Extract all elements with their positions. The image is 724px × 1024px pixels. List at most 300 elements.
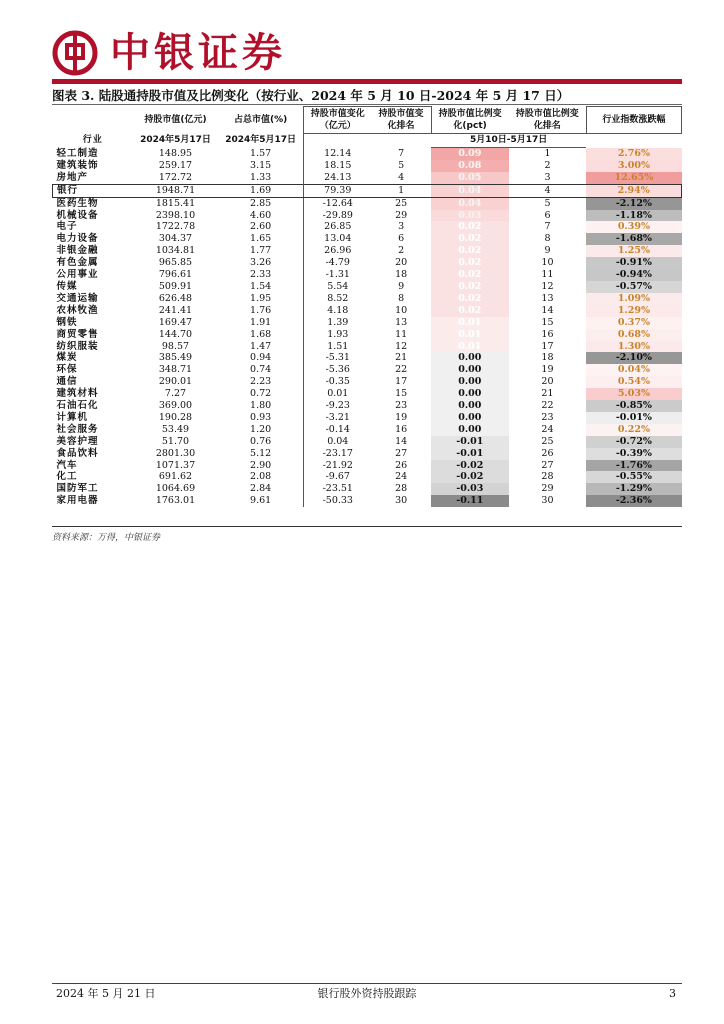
cell-ratio_rank: 4 (509, 184, 587, 197)
cell-idx: -0.85% (586, 400, 681, 412)
report-header (52, 28, 682, 82)
cell-ratio: -0.01 (431, 436, 509, 448)
cell-share: 0.76 (250, 435, 272, 447)
cell-chg_rank: 18 (395, 269, 408, 281)
cell-chg: 1.51 (304, 341, 372, 353)
bank-of-china-logo-icon (52, 30, 98, 76)
cell-idx: -0.39% (586, 448, 681, 460)
cell-ratio: 0.00 (431, 388, 509, 400)
cell-industry: 建筑材料 (56, 388, 99, 400)
col-header-chg-rank-line2: 化排名 (387, 121, 415, 131)
cell-chg: 79.39 (304, 184, 372, 197)
table-row (53, 245, 682, 257)
cell-chg_rank: 4 (398, 171, 405, 183)
cell-ratio_rank: 29 (541, 483, 554, 495)
table-row (53, 424, 682, 436)
footer-divider (52, 983, 682, 984)
cell-chg_rank: 12 (395, 340, 408, 352)
title-divider (52, 104, 682, 105)
cell-chg: 13.04 (304, 233, 372, 245)
cell-chg: -1.31 (304, 269, 372, 281)
cell-chg_rank: 5 (398, 159, 405, 171)
table-row (53, 148, 682, 160)
table-row (53, 400, 682, 412)
cell-mv: 796.61 (158, 269, 193, 281)
cell-share: 2.90 (250, 459, 272, 471)
table-row (53, 305, 682, 317)
cell-mv: 290.01 (158, 376, 193, 388)
cell-ratio_rank: 10 (541, 257, 554, 269)
cell-share: 1.95 (250, 292, 272, 304)
cell-chg_rank: 2 (398, 245, 405, 257)
cell-ratio_rank: 16 (541, 328, 554, 340)
cell-share: 1.57 (250, 147, 272, 159)
cell-idx: -0.55% (586, 471, 681, 483)
cell-mv: 1722.78 (155, 221, 196, 233)
col-header-chg-rank (371, 107, 431, 134)
cell-idx: -0.72% (586, 436, 681, 448)
table-row (53, 293, 682, 305)
col-header-chg-line2: （亿元） (319, 121, 356, 131)
cell-ratio: 0.00 (431, 424, 509, 436)
cell-share: 1.33 (250, 171, 272, 183)
table-row (53, 172, 682, 184)
cell-chg_rank: 28 (395, 483, 408, 495)
cell-idx: 1.30% (586, 341, 681, 353)
col-header-index: 行业指数涨跌幅 (586, 107, 681, 134)
cell-chg: 26.85 (304, 221, 372, 233)
cell-ratio: 0.00 (431, 412, 509, 424)
col-header-ratio-rank-line1: 持股市值比例变 (515, 108, 579, 119)
cell-industry: 煤炭 (56, 352, 78, 364)
cell-share: 1.47 (250, 340, 272, 352)
cell-ratio: 0.02 (431, 269, 509, 281)
cell-share: 3.26 (250, 257, 272, 269)
cell-share: 1.76 (250, 304, 272, 316)
cell-chg: 26.96 (304, 245, 372, 257)
cell-chg_rank: 30 (395, 495, 408, 507)
cell-chg: -29.89 (304, 210, 372, 222)
cell-industry: 纺织服装 (56, 340, 99, 352)
cell-ratio: 0.04 (431, 184, 509, 197)
cell-idx: 1.29% (586, 305, 681, 317)
cell-ratio: 0.02 (431, 233, 509, 245)
cell-chg: -5.31 (304, 352, 372, 364)
cell-idx: -1.68% (586, 233, 681, 245)
cell-mv: 304.37 (158, 233, 193, 245)
cell-idx: -0.01% (586, 412, 681, 424)
cell-share: 2.85 (250, 197, 272, 209)
cell-ratio: -0.01 (431, 448, 509, 460)
cell-chg: 0.01 (304, 388, 372, 400)
cell-share: 0.93 (250, 411, 272, 423)
cell-ratio: 0.09 (431, 148, 509, 160)
subheader-blank3 (304, 134, 372, 148)
cell-ratio: 0.03 (431, 210, 509, 222)
cell-idx: -0.91% (586, 257, 681, 269)
cell-chg_rank: 6 (398, 233, 405, 245)
cell-industry: 国防军工 (56, 483, 99, 495)
table-row (53, 471, 682, 483)
cell-chg: 18.15 (304, 160, 372, 172)
cell-industry: 机械设备 (56, 209, 99, 221)
cell-chg: 12.14 (304, 148, 372, 160)
table-row (53, 460, 682, 472)
cell-ratio: -0.02 (431, 471, 509, 483)
table-row (53, 364, 682, 376)
cell-chg_rank: 29 (395, 209, 408, 221)
cell-ratio: -0.03 (431, 483, 509, 495)
cell-chg: -0.35 (304, 376, 372, 388)
cell-ratio_rank: 11 (541, 269, 554, 281)
cell-share: 1.65 (250, 233, 272, 245)
table-row (53, 412, 682, 424)
cell-ratio_rank: 20 (541, 376, 554, 388)
cell-chg_rank: 15 (395, 388, 408, 400)
cell-chg_rank: 26 (395, 459, 408, 471)
figure-title: 图表 3. 陆股通持股市值及比例变化（按行业、2024 年 5 月 10 日-2024 年 5 月 17 日） (52, 88, 570, 103)
cell-share: 2.08 (250, 471, 272, 483)
col-header-chg-line1: 持股市值变化 (310, 109, 365, 119)
cell-chg: 1.93 (304, 329, 372, 341)
cell-chg_rank: 13 (395, 316, 408, 328)
page-footer (52, 986, 682, 1002)
cell-chg: -21.92 (304, 460, 372, 472)
cell-chg_rank: 22 (395, 364, 408, 376)
subheader-period: 5月10日-5月17日 (431, 134, 586, 148)
cell-chg: -5.36 (304, 364, 372, 376)
cell-chg_rank: 7 (398, 147, 405, 159)
cell-mv: 169.47 (158, 316, 193, 328)
cell-mv: 241.41 (158, 304, 193, 316)
cell-share: 1.54 (250, 280, 272, 292)
cell-ratio_rank: 28 (541, 471, 554, 483)
cell-idx: 12.65% (586, 172, 681, 184)
cell-industry: 电子 (56, 221, 78, 233)
cell-mv: 2801.30 (155, 447, 196, 459)
cell-chg: 0.04 (304, 436, 372, 448)
cell-chg_rank: 10 (395, 304, 408, 316)
subheader-blank4 (371, 134, 431, 148)
col-header-ratio-line2: 化(pct) (453, 120, 487, 131)
cell-mv: 1763.01 (155, 495, 196, 507)
cell-idx: 2.76% (586, 148, 681, 160)
cell-ratio: 0.01 (431, 329, 509, 341)
table-header-row (53, 107, 682, 134)
cell-mv: 148.95 (158, 147, 193, 159)
cell-industry: 石油石化 (56, 400, 99, 412)
cell-idx: -1.29% (586, 483, 681, 495)
cell-chg_rank: 16 (395, 423, 408, 435)
cell-mv: 7.27 (164, 388, 187, 400)
cell-chg_rank: 11 (395, 328, 408, 340)
col-header-ratio-rank-line2: 化排名 (533, 120, 561, 131)
cell-ratio: 0.02 (431, 257, 509, 269)
cell-chg_rank: 20 (395, 257, 408, 269)
cell-ratio_rank: 3 (544, 171, 551, 183)
table-row (53, 233, 682, 245)
cell-ratio_rank: 25 (541, 435, 554, 447)
cell-industry: 通信 (56, 376, 78, 388)
cell-chg: 1.39 (304, 317, 372, 329)
cell-ratio: 0.00 (431, 364, 509, 376)
cell-ratio_rank: 18 (541, 352, 554, 364)
cell-share: 5.12 (250, 447, 272, 459)
cell-industry: 化工 (56, 471, 78, 483)
cell-idx: -2.12% (586, 197, 681, 209)
cell-mv: 144.70 (158, 328, 193, 340)
cell-mv: 1034.81 (155, 245, 196, 257)
cell-idx: 0.68% (586, 329, 681, 341)
cell-ratio_rank: 8 (544, 233, 551, 245)
table-row (53, 483, 682, 495)
cell-chg_rank: 24 (395, 471, 408, 483)
cell-mv: 53.49 (161, 423, 190, 435)
cell-ratio_rank: 9 (544, 245, 551, 257)
cell-share: 0.72 (250, 388, 272, 400)
cell-mv: 965.85 (158, 257, 193, 269)
col-header-ratio (431, 107, 509, 134)
col-header-chg-rank-line1: 持股市值变 (378, 109, 424, 119)
cell-idx: 0.04% (586, 364, 681, 376)
page-number: 3 (669, 987, 676, 1000)
cell-industry: 非银金融 (56, 245, 99, 257)
cell-idx: -2.36% (586, 495, 681, 507)
cell-chg: -9.67 (304, 471, 372, 483)
table-row (53, 388, 682, 400)
cell-ratio_rank: 30 (541, 495, 554, 507)
cell-idx: -0.94% (586, 269, 681, 281)
cell-ratio_rank: 24 (541, 423, 554, 435)
cell-idx: 0.22% (586, 424, 681, 436)
cell-chg: -23.17 (304, 448, 372, 460)
cell-ratio_rank: 1 (544, 148, 551, 159)
cell-mv: 51.70 (161, 435, 190, 447)
cell-mv: 172.72 (158, 171, 193, 183)
cell-ratio: 0.08 (431, 160, 509, 172)
cell-mv: 190.28 (158, 411, 193, 423)
cell-ratio: -0.11 (431, 495, 509, 507)
cell-industry: 社会服务 (56, 423, 99, 435)
cell-industry: 交通运输 (56, 292, 99, 304)
cell-industry: 银行 (53, 184, 133, 197)
subheader-blank7 (586, 134, 681, 148)
cell-ratio: 0.02 (431, 293, 509, 305)
cell-chg: 4.18 (304, 305, 372, 317)
cell-ratio: 0.01 (431, 341, 509, 353)
footer-title: 银行股外资持股跟踪 (317, 987, 417, 1000)
cell-chg_rank: 19 (395, 411, 408, 423)
cell-ratio_rank: 14 (541, 304, 554, 316)
cell-share: 2.84 (250, 483, 272, 495)
cell-chg: -12.64 (304, 197, 372, 209)
cell-chg: -23.51 (304, 483, 372, 495)
cell-industry: 电力设备 (56, 233, 99, 245)
cell-mv: 509.91 (158, 280, 193, 292)
col-header-ratio-rank (509, 107, 587, 134)
cell-chg_rank: 14 (395, 435, 408, 447)
cell-chg_rank: 27 (395, 447, 408, 459)
cell-mv: 1815.41 (155, 197, 196, 209)
cell-industry: 食品饮料 (56, 447, 99, 459)
source-note: 资料来源：万得，中银证券 (52, 533, 161, 543)
cell-ratio_rank: 12 (541, 280, 554, 292)
cell-ratio_rank: 2 (544, 159, 551, 171)
cell-idx: -2.10% (586, 352, 681, 364)
cell-ratio: 0.02 (431, 281, 509, 293)
cell-industry: 医药生物 (56, 197, 99, 209)
cell-idx: -1.76% (586, 460, 681, 472)
cell-industry: 家用电器 (56, 495, 99, 507)
table-row (53, 436, 682, 448)
table-row (53, 495, 682, 507)
cell-ratio_rank: 23 (541, 411, 554, 423)
cell-mv: 385.49 (158, 352, 193, 364)
cell-ratio: 0.00 (431, 400, 509, 412)
cell-ratio_rank: 22 (541, 400, 554, 412)
cell-idx: -0.57% (586, 281, 681, 293)
header-blank (53, 107, 133, 134)
cell-industry: 有色金属 (56, 257, 99, 269)
cell-ratio_rank: 19 (541, 364, 554, 376)
cell-ratio_rank: 21 (541, 388, 554, 400)
cell-idx: 5.03% (586, 388, 681, 400)
table-bottom-rule (52, 526, 682, 527)
cell-industry: 农林牧渔 (56, 304, 99, 316)
cell-idx: 0.37% (586, 317, 681, 329)
cell-idx: 0.54% (586, 376, 681, 388)
cell-chg_rank: 1 (371, 184, 431, 197)
table-row (53, 341, 682, 353)
table-row (53, 184, 682, 197)
cell-mv: 2398.10 (155, 209, 196, 221)
cell-industry: 商贸零售 (56, 328, 99, 340)
col-header-ratio-line1: 持股市值比例变 (438, 108, 502, 119)
subheader-industry: 行业 (82, 135, 103, 145)
cell-chg_rank: 3 (398, 221, 405, 233)
cell-share: 1.77 (250, 245, 272, 257)
cell-share: 9.61 (250, 495, 272, 507)
cell-ratio_rank: 7 (544, 221, 551, 233)
cell-chg: -50.33 (304, 495, 372, 507)
cell-mv: 369.00 (158, 400, 193, 412)
header-divider (52, 79, 682, 84)
col-header-share: 占总市值(%) (233, 115, 288, 125)
cell-ratio_rank: 26 (541, 447, 554, 459)
table-row (53, 257, 682, 269)
cell-ratio: 0.01 (431, 317, 509, 329)
cell-ratio_rank: 5 (544, 197, 551, 209)
cell-chg: -0.14 (304, 424, 372, 436)
table-row (53, 160, 682, 172)
table-row (53, 210, 682, 222)
table-subheader-row (53, 134, 682, 148)
cell-share: 1.91 (250, 316, 272, 328)
cell-industry: 钢铁 (56, 316, 78, 328)
holdings-table (52, 106, 682, 507)
cell-chg_rank: 21 (395, 352, 408, 364)
cell-ratio: 0.02 (431, 245, 509, 257)
table-row (53, 352, 682, 364)
cell-industry: 轻工制造 (56, 147, 99, 159)
cell-idx: 1.25% (586, 245, 681, 257)
cell-idx: -1.18% (586, 210, 681, 222)
cell-industry: 计算机 (56, 411, 89, 423)
cell-industry: 公用事业 (56, 269, 99, 281)
cell-mv: 348.71 (158, 364, 193, 376)
cell-mv: 1071.37 (155, 459, 196, 471)
col-header-mv: 持股市值(亿元) (144, 115, 207, 125)
cell-share: 1.20 (250, 423, 272, 435)
cell-mv: 98.57 (161, 340, 190, 352)
cell-mv: 626.48 (158, 292, 193, 304)
cell-ratio: 0.04 (431, 197, 509, 209)
subheader-date1: 2024年5月17日 (140, 135, 211, 145)
table-row (53, 448, 682, 460)
cell-chg_rank: 17 (395, 376, 408, 388)
cell-chg: 5.54 (304, 281, 372, 293)
cell-share: 0.74 (250, 364, 272, 376)
cell-industry: 环保 (56, 364, 78, 376)
cell-chg_rank: 23 (395, 400, 408, 412)
cell-ratio_rank: 15 (541, 316, 554, 328)
cell-mv: 1064.69 (155, 483, 196, 495)
cell-industry: 美容护理 (56, 435, 99, 447)
cell-share: 3.15 (250, 159, 272, 171)
cell-chg: 24.13 (304, 172, 372, 184)
cell-idx: 3.00% (586, 160, 681, 172)
table-row (53, 317, 682, 329)
table-row (53, 197, 682, 209)
cell-mv: 1948.71 (133, 184, 218, 197)
cell-ratio: 0.05 (431, 172, 509, 184)
cell-idx: 0.39% (586, 221, 681, 233)
cell-ratio: 0.02 (431, 305, 509, 317)
cell-mv: 691.62 (158, 471, 193, 483)
cell-chg: -4.79 (304, 257, 372, 269)
cell-idx: 2.94% (586, 184, 681, 197)
col-header-chg (304, 107, 372, 134)
table-row (53, 376, 682, 388)
cell-industry: 传媒 (56, 280, 78, 292)
cell-chg_rank: 25 (395, 197, 408, 209)
subheader-date2: 2024年5月17日 (225, 135, 297, 145)
brand-name: 中银证券 (110, 30, 286, 76)
cell-ratio: -0.02 (431, 460, 509, 472)
table-row (53, 281, 682, 293)
cell-ratio: 0.02 (431, 221, 509, 233)
cell-share: 2.23 (250, 376, 272, 388)
cell-idx: 1.09% (586, 293, 681, 305)
cell-share: 1.68 (250, 328, 272, 340)
cell-chg: 8.52 (304, 293, 372, 305)
cell-share: 1.80 (250, 400, 272, 412)
cell-mv: 259.17 (158, 159, 193, 171)
cell-chg_rank: 8 (398, 292, 405, 304)
cell-share: 2.60 (250, 221, 272, 233)
cell-share: 0.94 (250, 352, 272, 364)
cell-share: 1.69 (218, 184, 304, 197)
cell-industry: 建筑装饰 (56, 159, 99, 171)
cell-industry: 汽车 (56, 459, 78, 471)
cell-share: 2.33 (250, 269, 272, 281)
table-row (53, 269, 682, 281)
cell-ratio_rank: 6 (544, 209, 551, 221)
cell-ratio_rank: 13 (541, 292, 554, 304)
table-row (53, 329, 682, 341)
footer-date: 2024 年 5 月 21 日 (56, 987, 156, 1000)
table-row (53, 221, 682, 233)
